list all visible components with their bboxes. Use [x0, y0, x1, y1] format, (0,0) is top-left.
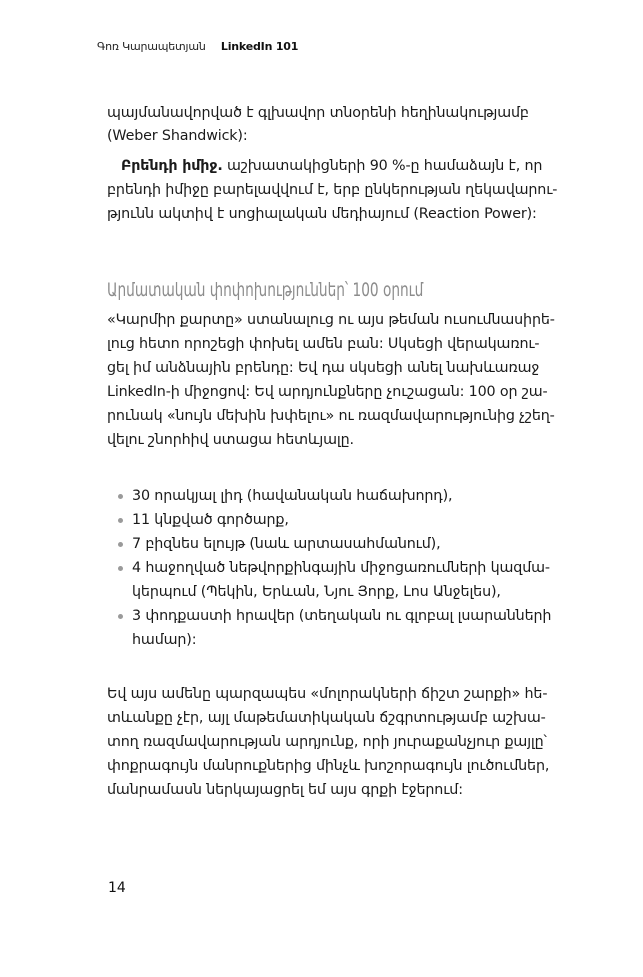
text-line: Եվ այս ամենը պարզապես «մոլորակների ճիշտ շարքի» հե- — [107, 686, 548, 702]
text-line: րունակ «նույն մեխին խփելու» ու ռազմավարությունից չշեղ- — [107, 408, 555, 424]
text-line: վելու շնորհիվ ստացա հետևյալը. — [107, 432, 354, 448]
text-line: փոքրագույն մանրուքներից մինչև խոշորագույն լուծումներ, — [107, 758, 550, 774]
text-line: թյունն ակտիվ է սոցիալական մեդիայում (Reaction Power): — [107, 206, 537, 222]
text-line: տող ռազմավարության արդյունք, որի յուրաքանչյուր քայլը՝ — [107, 734, 547, 750]
text-line: կերպում (Պեկին, Երևան, Նյու Յորք, Լոս Անջելես), — [132, 584, 501, 600]
bullet-icon — [118, 518, 123, 523]
text-line — [121, 156, 591, 176]
text-line: 4 հաջողված նեթվորքինգային միջոցառումների կազմա- — [132, 560, 550, 576]
text-line: LinkedIn-ի միջոցով: Եվ արդյունքները չուշացան: 100 օր շա- — [107, 384, 548, 400]
author-name: Գոռ Կարապետյան — [97, 40, 206, 53]
running-head — [97, 40, 298, 53]
text-line: համար): — [132, 632, 197, 648]
section-heading: Արմատական փոփոխություններ՝ 100 օրում — [107, 279, 424, 301]
text-line: 7 բիզնես ելույթ (նաև արտասահմանում), — [132, 536, 441, 552]
text-line: բրենդի իմիջը բարելավվում է, երբ ընկերության ղեկավարու- — [107, 182, 558, 198]
text-line: ցել իմ անձնային բրենդը: Եվ դա սկսեցի անել նախևառաջ — [107, 360, 540, 376]
book-title: LinkedIn 101 — [220, 40, 299, 53]
text-line: (Weber Shandwick): — [107, 128, 248, 144]
bullet-icon — [118, 614, 123, 619]
text-line: 3 փոդքաստի հրավեր (տեղական ու գլոբալ լսարանների — [132, 608, 552, 624]
bullet-icon — [118, 494, 123, 499]
page-number: 14 — [108, 880, 126, 896]
text-line: 30 որակյալ լիդ (հավանական հաճախորդ), — [132, 488, 453, 504]
bullet-icon — [118, 542, 123, 547]
text-line: 11 կնքված գործարք, — [132, 512, 289, 528]
text-line: լուց հետո որոշեցի փոխել ամեն բան: Սկսեցի վերակառու- — [107, 336, 540, 352]
text-run: աշխատակիցների 90 %-ը համաձայն է, որ — [222, 158, 543, 174]
text-line: «Կարմիր քարտը» ստանալուց ու այս թեման ուսումնասիրե- — [107, 312, 555, 328]
bullet-icon — [118, 566, 123, 571]
text-line: տևանքը չէր, այլ մաթեմատիկական ճշգրտությամբ աշխա- — [107, 710, 546, 726]
text-line: պայմանավորված է գլխավոր տնօրենի հեղինակությամբ — [107, 105, 529, 121]
text-line: մանրամասն ներկայացրել եմ այս գրքի էջերում: — [107, 782, 463, 798]
bold-lead-term: Բրենդի իմիջ. — [121, 158, 223, 174]
